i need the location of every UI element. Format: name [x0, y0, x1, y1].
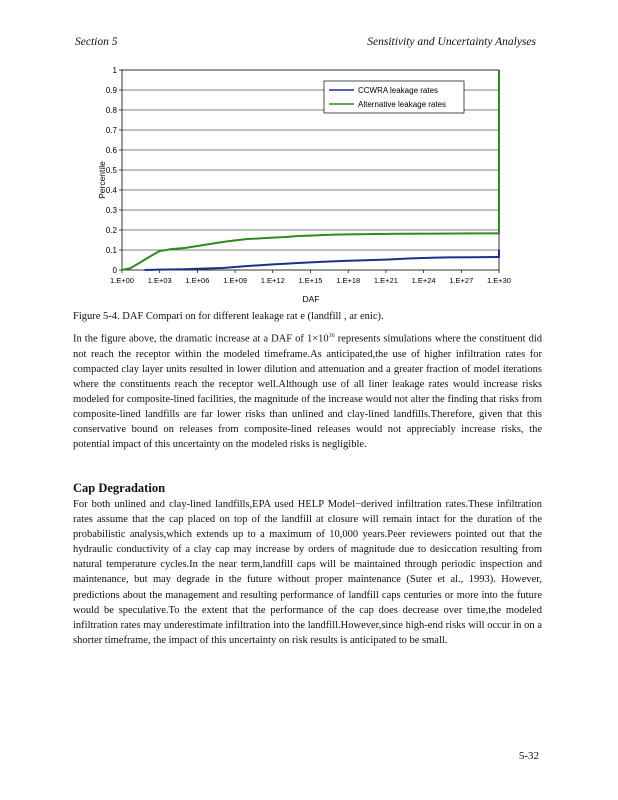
series-line-ccwra — [145, 250, 499, 270]
para1-part-a: In the figure above, the dramatic increase at a DAF of 1×10 — [73, 333, 329, 345]
chart-gridlines — [122, 90, 499, 250]
x-tick-label: 1.E+27 — [449, 276, 474, 285]
daf-percentile-chart — [88, 62, 528, 308]
y-axis-ticks — [106, 66, 122, 275]
y-tick-label: 0.4 — [105, 186, 117, 195]
x-axis-label: DAF — [302, 294, 320, 304]
section-header: Section 5 — [75, 36, 118, 48]
figure-caption: Figure 5-4. DAF Compari on for different leakage rat e (landfill , ar enic). — [73, 311, 384, 322]
y-tick-label: 0.3 — [105, 206, 117, 215]
y-tick-label: 0.9 — [105, 86, 117, 95]
x-tick-label: 1.E+12 — [260, 276, 285, 285]
y-tick-label: 0.1 — [105, 246, 117, 255]
chapter-title-header: Sensitivity and Uncertainty Analyses — [367, 36, 536, 48]
x-tick-label: 1.E+24 — [411, 276, 436, 285]
x-tick-label: 1.E+15 — [298, 276, 323, 285]
page-number: 5-32 — [518, 750, 539, 762]
x-tick-label: 1.E+30 — [487, 276, 511, 285]
x-tick-label: 1.E+09 — [223, 276, 248, 285]
section-heading: Cap Degradation — [73, 481, 166, 495]
chart-legend — [324, 81, 464, 113]
x-axis-ticks — [110, 270, 511, 285]
x-tick-label: 1.E+03 — [147, 276, 172, 285]
y-tick-label: 0.5 — [105, 166, 117, 175]
body-paragraph-2: For both unlined and clay-lined landfills,EPA used HELP Model−derived infiltration rates.These infiltration rates assume that the cap placed on top of the landfill at closure will remain intact for the duration of the probabilistic analysis,which extends up to a maximum of 10,000 years.Peer reviewers pointed out that the hydraulic conductivity of a clay cap may increase by orders of magnitude due to desiccation resulting from natural temperature cycles.In the near term,landfill caps will be maintained through periodic inspection and maintenance, but may degrade in the future without proper maintenance (Suter et al., 1993). However, predictions about the management and resulting performance of landfill caps centuries or more into the future would be speculative.To the extent that the performance of the cap does decrease over time,the modeled infiltration rates may underestimate infiltration into the landfill.However,since high-end risks will occur in on a shorter timeframe, the impact of this uncertainty on risk results is anticipated to be small. — [73, 499, 542, 646]
body-paragraph-1 — [73, 329, 542, 452]
x-tick-label: 1.E+00 — [110, 276, 134, 285]
x-tick-label: 1.E+06 — [185, 276, 210, 285]
y-axis-label: Percentile — [97, 161, 107, 199]
y-tick-label: 1 — [112, 66, 117, 75]
y-tick-label: 0.7 — [105, 126, 117, 135]
x-tick-label: 1.E+21 — [373, 276, 398, 285]
y-tick-label: 0.2 — [105, 226, 117, 235]
exponent: 16 — [328, 333, 335, 339]
legend-label-ccwra: CCWRA leakage rates — [358, 86, 439, 95]
y-tick-label: 0.8 — [105, 106, 117, 115]
y-tick-label: 0 — [112, 266, 117, 275]
x-tick-label: 1.E+18 — [336, 276, 361, 285]
para1-part-b: represents simulations where the constituent did not reach the receptor within the modeled timeframe.As anticipated,the use of higher infiltration rates for compacted clay layer units resulted in lower dilution and attenuation and a greater fraction of model iterations where the constituents reach the receptor well.Although use of all liner leakage rates would increase risks modeled for composite-lined facilities, the magnitude of the increase would not alter the finding that risks from composite-lined landfills are far lower risks than unlined and clay-lined landfills.Therefore, given that this conservative bound on releases from composite-lined releases would not appreciably increase risks, the potential impact of this uncertainty on the modeled risks is negligible. — [73, 333, 542, 451]
y-tick-label: 0.6 — [105, 146, 117, 155]
legend-label-alternative: Alternative leakage rates — [358, 100, 447, 109]
